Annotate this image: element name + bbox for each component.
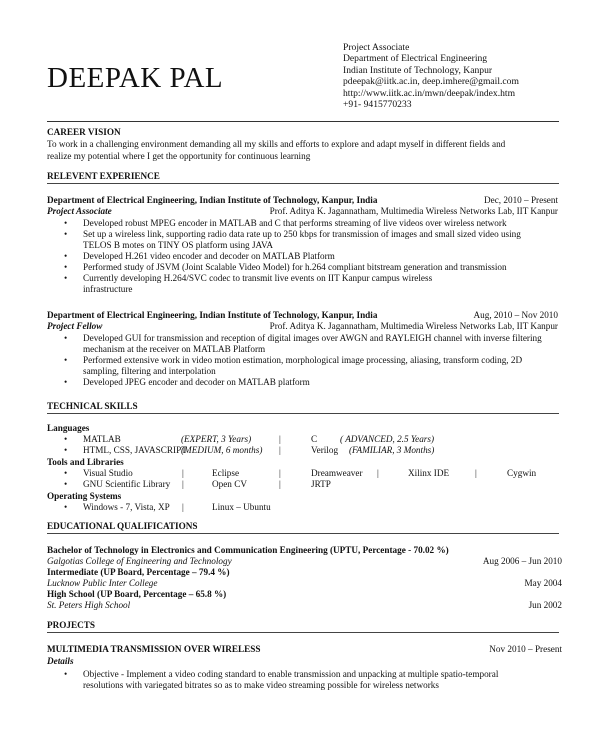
job2-dates: Aug, 2010 – Nov 2010 xyxy=(473,310,558,320)
job1-supervisor: Prof. Aditya K. Jagannatham, Multimedia Wireless Networks Lab, IIT Kanpur xyxy=(269,206,558,216)
career-text-line2: realize my potential where I get the opportunity for continuous learning xyxy=(47,151,311,161)
tools-label: Tools and Libraries xyxy=(47,457,124,467)
job2-supervisor: Prof. Aditya K. Jagannatham, Multimedia Wireless Networks Lab, IIT Kanpur xyxy=(269,321,558,331)
os-item: Windows - 7, Vista, XP xyxy=(83,502,170,512)
separator: | xyxy=(279,468,281,478)
education-divider xyxy=(47,533,559,534)
list-item-continuation: sampling, filtering and interpolation xyxy=(83,366,216,376)
list-item: • Set up a wireless link, supporting radio data rate up to 250 kbps for transmission of images and small sized video using xyxy=(64,229,564,240)
tool-item: Xilinx IDE xyxy=(408,468,450,478)
lang-web-level: (MEDIUM, 6 months) xyxy=(181,445,263,455)
separator: | xyxy=(279,479,281,489)
inter-dates: May 2004 xyxy=(524,578,562,588)
inter-school: Lucknow Public Inter College xyxy=(47,578,158,588)
contact-website[interactable]: http://www.iitk.ac.in/mwn/deepak/index.htm xyxy=(343,87,516,99)
list-item: • Developed H.261 video encoder and decoder on MATLAB Platform xyxy=(64,251,564,262)
list-item: • Developed robust MPEG encoder in MATLAB and C that performs streaming of live videos over wireless network xyxy=(64,218,564,229)
list-item-continuation: infrastructure xyxy=(83,284,133,294)
separator: | xyxy=(377,468,379,478)
job1-org: Department of Electrical Engineering, Indian Institute of Technology, Kanpur, India xyxy=(47,195,378,205)
hs-dates: Jun 2002 xyxy=(528,600,562,610)
lang-verilog-level: (FAMILIAR, 3 Months) xyxy=(349,445,435,455)
bullet-icon: • xyxy=(64,445,68,455)
job1-dates: Dec, 2010 – Present xyxy=(484,195,558,205)
job1-role: Project Associate xyxy=(47,206,112,216)
lang-web: HTML, CSS, JAVASCRIPT xyxy=(83,445,187,455)
lang-verilog: Verilog xyxy=(311,445,339,455)
tool-item: Visual Studio xyxy=(83,468,133,478)
languages-label: Languages xyxy=(47,423,90,433)
tool-item: JRTP xyxy=(311,479,331,489)
btech-dates: Aug 2006 – Jun 2010 xyxy=(482,556,562,566)
career-text-line1: To work in a challenging environment demanding all my skills and efforts to explore and adapt myself in different fields and xyxy=(47,139,506,149)
job2-org: Department of Electrical Engineering, Indian Institute of Technology, Kanpur, India xyxy=(47,310,378,320)
hs-school: St. Peters High School xyxy=(47,600,131,610)
bullet-icon: • xyxy=(64,468,68,478)
list-item: • Performed study of JSVM (Joint Scalable Video Model) for h.264 compliant bitstream generation and transmission xyxy=(64,262,564,273)
tool-item: Cygwin xyxy=(507,468,537,478)
projects-divider xyxy=(47,632,559,633)
list-item: • Performed extensive work in video motion estimation, morphological image processing, aliasing, transform coding, 2D xyxy=(64,355,564,366)
list-item-continuation: TELOS B motes on TINY OS platform using JAVA xyxy=(83,240,274,250)
inter-title: Intermediate (UP Board, Percentage – 79.4 %) xyxy=(47,567,230,577)
separator: | xyxy=(475,468,477,478)
job2-bullets xyxy=(64,333,564,388)
bullet-icon: • xyxy=(64,479,68,489)
separator: | xyxy=(182,479,184,489)
bullet-icon: • xyxy=(64,502,68,512)
separator: | xyxy=(279,445,281,455)
job1-bullets xyxy=(64,218,564,295)
projects-heading: PROJECTS xyxy=(47,620,95,630)
job2-role: Project Fellow xyxy=(47,321,103,331)
skills-heading: TECHNICAL SKILLS xyxy=(47,401,138,411)
lang-c: C xyxy=(311,434,318,444)
list-item: • Currently developing H.264/SVC codec to transmit live events on IIT Kanpur campus wireless xyxy=(64,273,564,284)
contact-email[interactable]: pdeepak@iitk.ac.in, deep.imhere@gmail.com xyxy=(343,76,519,88)
header-divider xyxy=(47,121,559,122)
list-item: • Developed JPEG encoder and decoder on MATLAB platform xyxy=(64,377,564,388)
lang-c-level: ( ADVANCED, 2.5 Years) xyxy=(340,434,435,444)
list-item: • Objective - Implement a video coding standard to enable transmission and unpacking at multiple spatio-temporal xyxy=(64,669,564,680)
tool-item: Open CV xyxy=(212,479,247,489)
separator: | xyxy=(182,502,184,512)
separator: | xyxy=(279,434,281,444)
list-item-continuation: resolutions with variegated bitrates so as to make video streaming possible for wireless networks xyxy=(83,680,439,690)
bullet-icon: • xyxy=(64,434,68,444)
tool-item: Eclipse xyxy=(212,468,240,478)
skills-divider xyxy=(47,413,559,414)
career-heading: CAREER VISION xyxy=(47,127,121,137)
os-item: Linux – Ubuntu xyxy=(212,502,271,512)
btech-title: Bachelor of Technology in Electronics and Communication Engineering (UPTU, Percentage - 70.02 %) xyxy=(47,545,449,555)
contact-block xyxy=(343,42,519,110)
project-bullets xyxy=(64,669,564,691)
contact-department: Department of Electrical Engineering xyxy=(343,53,488,65)
project-details-label: Details xyxy=(47,656,74,666)
contact-position: Project Associate xyxy=(343,42,410,53)
os-label: Operating Systems xyxy=(47,491,122,501)
candidate-name: DEEPAK PAL xyxy=(47,62,224,94)
lang-matlab: MATLAB xyxy=(83,434,121,444)
btech-school: Galgotias College of Engineering and Technology xyxy=(47,556,232,566)
experience-heading: RELEVENT EXPERIENCE xyxy=(47,171,160,181)
project-dates: Nov 2010 – Present xyxy=(489,644,562,654)
list-item-continuation: mechanism at the receiver on MATLAB Platform xyxy=(83,344,266,354)
hs-title: High School (UP Board, Percentage – 65.8 %) xyxy=(47,589,227,599)
separator: | xyxy=(182,468,184,478)
contact-phone: +91- 9415770233 xyxy=(343,99,412,111)
lang-matlab-level: (EXPERT, 3 Years) xyxy=(181,434,252,444)
list-item: • Developed GUI for transmission and reception of digital images over AWGN and RAYLEIGH channel with inverse filtering xyxy=(64,333,564,344)
tool-item: GNU Scientific Library xyxy=(83,479,171,489)
experience-divider xyxy=(47,183,559,184)
contact-institute: Indian Institute of Technology, Kanpur xyxy=(343,64,493,76)
education-heading: EDUCATIONAL QUALIFICATIONS xyxy=(47,521,198,531)
project-title: MULTIMEDIA TRANSMISSION OVER WIRELESS xyxy=(47,644,261,654)
tool-item: Dreamweaver xyxy=(311,468,363,478)
